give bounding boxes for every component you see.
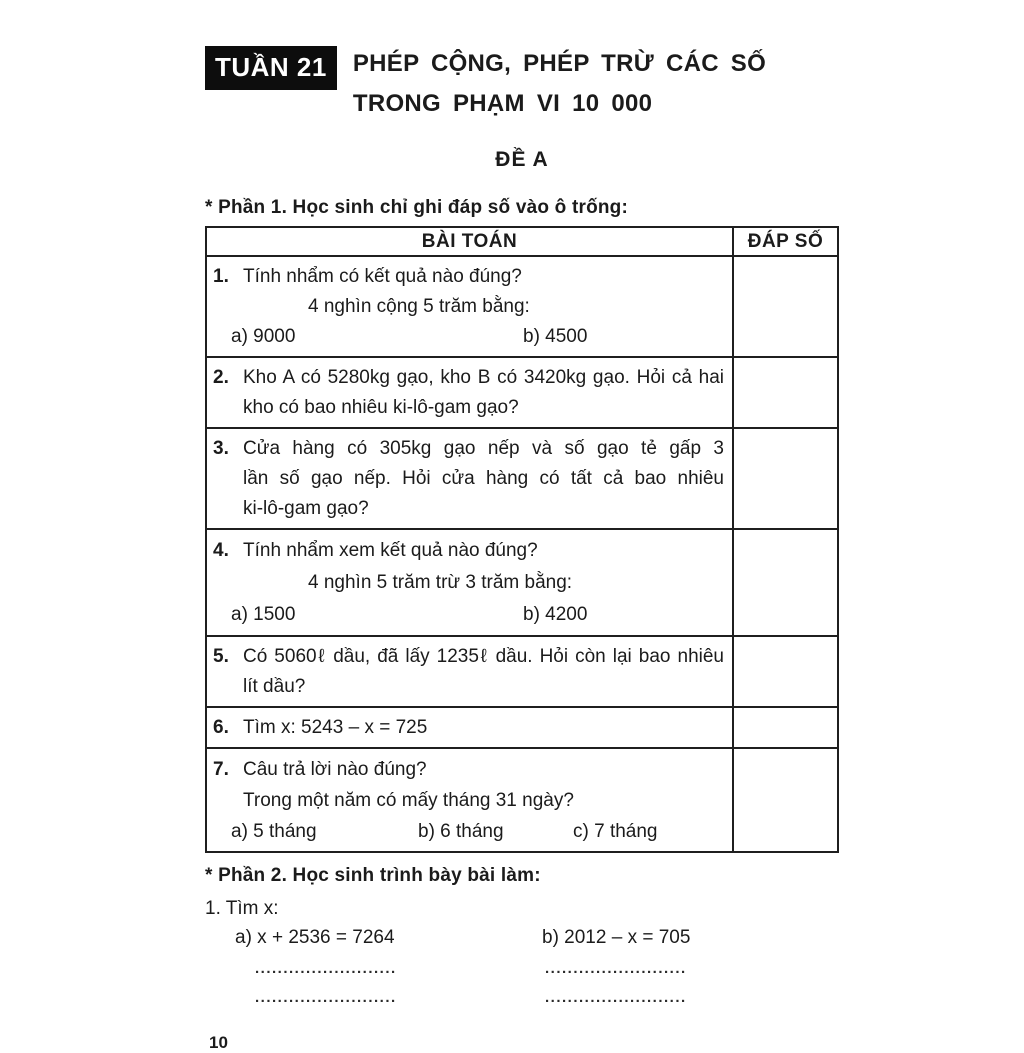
answer-dotted-row-2 [205,989,839,1007]
exam-title: ĐỀ A [495,148,549,171]
lesson-title-line2: TRONG PHẠM VI 10 000 [352,90,653,117]
part1-heading: * Phần 1. Học sinh chỉ ghi đáp số vào ô trống: [205,197,629,218]
answer-cell-3 [733,428,838,529]
problem-subline: 4 nghìn 5 trăm trừ 3 trăm bằng: [308,572,573,593]
equation-b: b) 2012 – x = 705 [542,927,691,948]
problem-number: 4. [213,540,229,561]
problem-number: 1. [213,266,229,287]
problem-number: 5. [213,646,229,667]
problem-question: Câu trả lời nào đúng? [243,759,427,780]
problem-7 [206,748,733,852]
answer-dotted-row-1 [205,960,839,978]
table-row-7 [206,748,838,852]
problem-number: 7. [213,759,229,780]
problem-question: Tìm x: 5243 – x = 725 [243,717,428,738]
problem-line: ki-lô-gam gạo? [243,498,369,519]
answer-cell-1 [733,256,838,357]
lesson-title-line1: PHÉP CỘNG, PHÉP TRỪ CÁC SỐ [352,50,767,77]
problem-options [213,322,724,352]
problem-number: 3. [213,438,229,459]
problem-subline: Trong một năm có mấy tháng 31 ngày? [243,790,574,811]
problem-number: 2. [213,367,229,388]
problem-line: Kho A có 5280kg gạo, kho B có 3420kg gạo. Hỏi cả hai [243,367,724,388]
answer-cell-5 [733,636,838,707]
problem-line: lít dầu? [243,676,306,697]
problem-2 [206,357,733,428]
problem-4 [206,529,733,636]
problem-line: kho có bao nhiêu ki-lô-gam gạo? [243,397,519,418]
option-b: b) 6 tháng [418,821,504,842]
answer-cell-4 [733,529,838,636]
page-number: 10 [209,1033,228,1052]
table-row-2 [206,357,838,428]
problem-3 [206,428,733,529]
table-row-4 [206,529,838,636]
problem-6 [206,707,733,748]
dotted-line: ......................... [255,989,397,1006]
dotted-line: ......................... [545,960,687,977]
col-header-problem: BÀI TOÁN [206,227,733,256]
problems-table [205,226,839,853]
equation-a: a) x + 2536 = 7264 [235,927,395,948]
problem-options [213,816,724,847]
option-a: a) 5 tháng [231,821,317,842]
option-b: b) 4500 [523,326,588,347]
problem-subline: 4 nghìn cộng 5 trăm bằng: [308,296,530,317]
part2-heading: * Phần 2. Học sinh trình bày bài làm: [205,865,541,886]
problem-options [213,599,724,631]
problem-5 [206,636,733,707]
part2-equations [205,927,839,949]
table-row-6 [206,707,838,748]
table-header-row [206,227,838,256]
col-header-answer: ĐÁP SỐ [733,227,838,256]
answer-cell-6 [733,707,838,748]
workbook-page [205,0,839,1053]
answer-cell-2 [733,357,838,428]
table-row-1 [206,256,838,357]
week-badge: TUẦN 21 [205,46,337,90]
page-header [205,46,839,124]
dotted-line: ......................... [255,960,397,977]
problem-question: Tính nhẩm có kết quả nào đúng? [243,266,522,287]
part2-item-label: 1. Tìm x: [205,898,279,919]
problem-question: Tính nhẩm xem kết quả nào đúng? [243,540,538,561]
option-c: c) 7 tháng [573,821,658,842]
option-b: b) 4200 [523,604,588,625]
option-a: a) 9000 [231,326,296,347]
problem-1 [206,256,733,357]
problem-line: Cửa hàng có 305kg gạo nếp và số gạo tẻ gấp 3 [243,438,724,459]
lesson-title [353,44,766,124]
problem-line: lần số gạo nếp. Hỏi cửa hàng có tất cả bao nhiêu [243,468,724,489]
dotted-line: ......................... [545,989,687,1006]
option-a: a) 1500 [231,604,296,625]
problem-number: 6. [213,717,229,738]
answer-cell-7 [733,748,838,852]
table-row-5 [206,636,838,707]
problem-line: Có 5060ℓ dầu, đã lấy 1235ℓ dầu. Hỏi còn lại bao nhiêu [243,646,724,667]
table-row-3 [206,428,838,529]
